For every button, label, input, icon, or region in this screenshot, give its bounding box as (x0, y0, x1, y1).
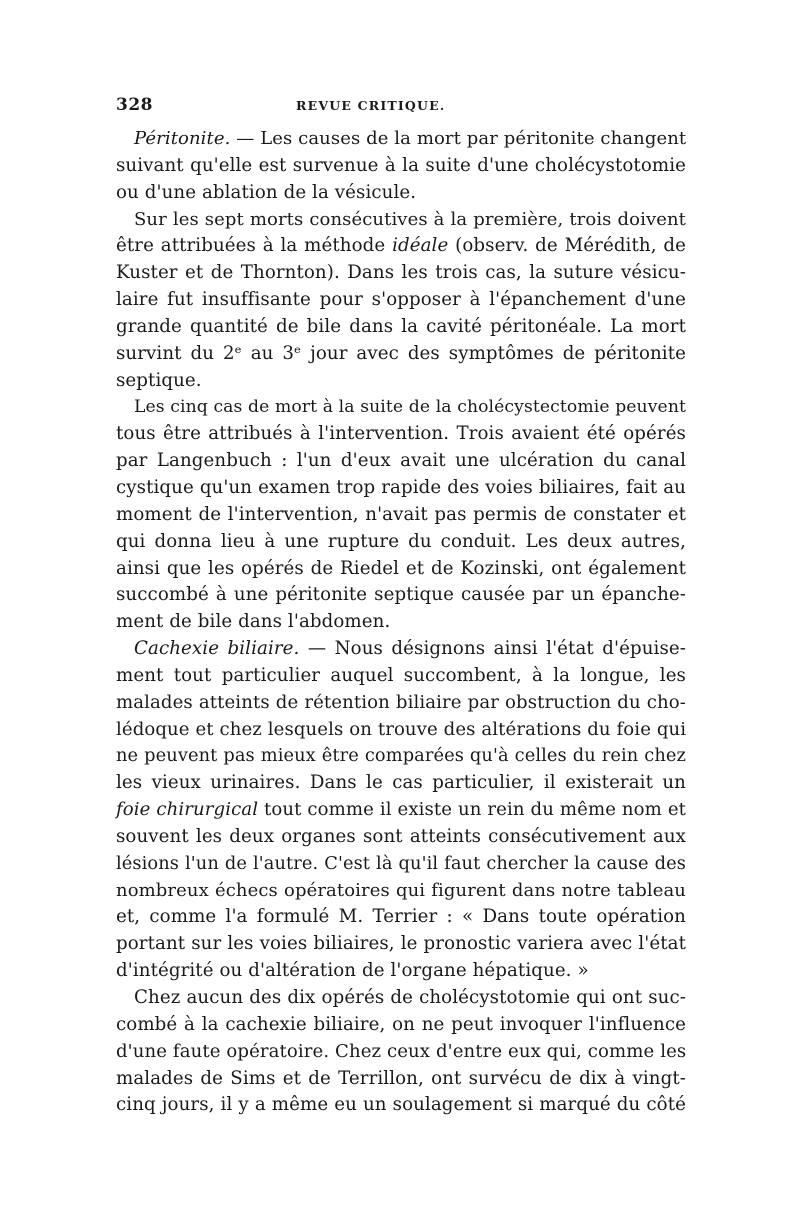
text-line: laire fut insuffisante pour s'opposer à l'épanchement d'une (116, 289, 686, 311)
text-line: par Langenbuch : l'un d'eux avait une ulcération du canal (116, 450, 686, 472)
running-head (116, 95, 686, 119)
text-line: ou d'une ablation de la vésicule. (116, 181, 417, 203)
text-line: les vieux urinaires. Dans le cas particulier, il existerait un (116, 772, 686, 794)
text-line: ainsi que les opérés de Riedel et de Kozinski, ont également (116, 557, 686, 579)
running-title: REVUE CRITIQUE. (296, 98, 446, 113)
text-line: succombé à une péritonite septique causée par un épanche- (116, 584, 686, 606)
text-line: survint du 2ᵉ au 3ᵉ jour avec des symptômes de péritonite (116, 342, 686, 364)
text-line: Chez aucun des dix opérés de cholécystotomie qui ont suc- (134, 987, 686, 1008)
text-line: malades de Sims et de Terrillon, ont survécu de dix à vingt- (116, 1067, 686, 1089)
text-line: foie chirurgical tout comme il existe un rein du même nom et (116, 799, 687, 821)
text-line: cinq jours, il y a même eu un soulagement si marqué du côté (116, 1094, 686, 1116)
text-line: portant sur les voies biliaires, le pronostic variera avec l'état (116, 933, 686, 955)
text-line: lédoque et chez lesquels on trouve des altérations du foie qui (116, 718, 687, 740)
text-line: septique. (116, 369, 202, 391)
text-line: ment tout particulier auquel succombent, à la longue, les (116, 664, 686, 686)
text-line: tous être attribués à l'intervention. Trois avaient été opérés (116, 423, 686, 445)
text-line: d'intégrité ou d'altération de l'organe hépatique. » (116, 960, 589, 982)
text-line: souvent les deux organes sont atteints consécutivement aux (116, 825, 686, 847)
text-line: et, comme l'a formulé M. Terrier : « Dans toute opération (116, 906, 686, 928)
text-line: moment de l'intervention, n'avait pas permis de constater et (116, 503, 686, 525)
text-line: lésions l'un de l'autre. C'est là qu'il faut chercher la cause des (116, 852, 686, 874)
text-line: Cachexie biliaire. — Nous désignons ainsi l'état d'épuise- (134, 638, 686, 660)
text-line: qui donna lieu à une rupture du conduit. Les deux autres, (116, 530, 686, 552)
text-line: grande quantité de bile dans la cavité péritonéale. La mort (116, 315, 686, 337)
text-line: combé à la cachexie biliaire, on ne peut invoquer l'influence (116, 1013, 686, 1035)
text-line: Kuster et de Thornton). Dans les trois cas, la suture vésicu- (116, 262, 686, 284)
text-line: d'une faute opératoire. Chez ceux d'entre eux qui, comme les (116, 1040, 687, 1062)
text-line: être attribuées à la méthode idéale (observ. de Mérédith, de (116, 235, 686, 257)
text-line: Sur les sept morts consécutives à la première, trois doivent (134, 208, 686, 230)
text-line: Les cinq cas de mort à la suite de la cholécystectomie peuvent (134, 397, 686, 418)
body-text (116, 126, 686, 1119)
text-line: nombreux échecs opératoires qui figurent dans notre tableau (116, 879, 686, 901)
text-line: cystique qu'un examen trop rapide des voies biliaires, fait au (116, 476, 686, 498)
text-line: ment de bile dans l'abdomen. (116, 611, 391, 633)
text-line: Péritonite. — Les causes de la mort par péritonite changent (134, 128, 687, 149)
text-line: suivant qu'elle est survenue à la suite d'une cholécystotomie (116, 154, 686, 176)
page-number: 328 (116, 95, 153, 115)
text-line: malades atteints de rétention biliaire par obstruction du cho- (116, 691, 686, 713)
text-line: ne peuvent pas mieux être comparées qu'à celles du rein chez (116, 745, 686, 767)
